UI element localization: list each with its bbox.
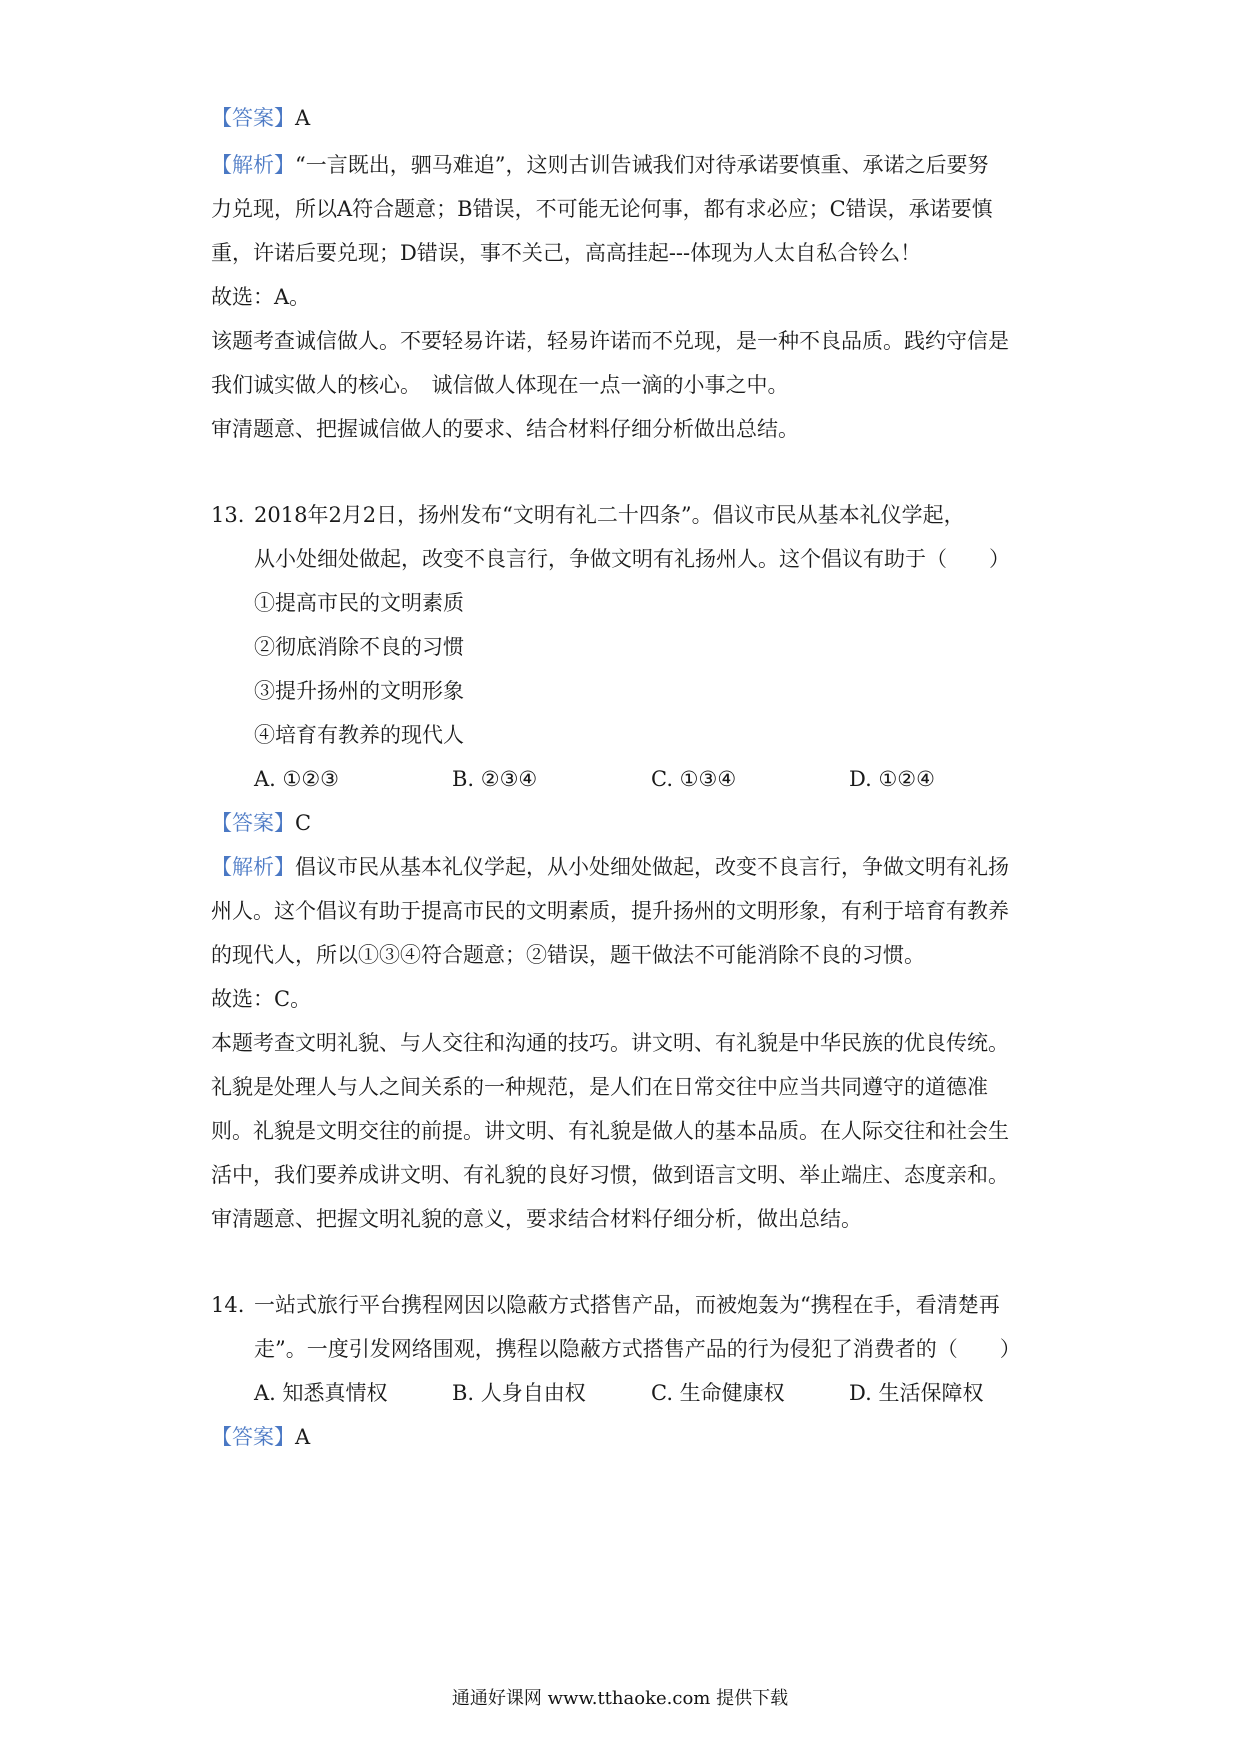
question-13-analysis-line-1 [211,852,1009,882]
question-13-option-c: C. ①③④ [651,767,737,791]
question-13-explain-line-1: 本题考查文明礼貌、与人交往和沟通的技巧。讲文明、有礼貌是中华民族的优良传统。 [211,1031,1009,1055]
question-13-item-4: ④培育有教养的现代人 [254,723,464,747]
question-13-item-2: ②彻底消除不良的习惯 [254,635,464,659]
question-14-number: 14. [211,1293,245,1317]
question-13-item-3: ③提升扬州的文明形象 [254,679,464,703]
answer-tag: 【答案】 [211,106,295,130]
question-14-option-b: B. 人身自由权 [452,1381,586,1405]
explain-line-3: 审清题意、把握诚信做人的要求、结合材料仔细分析做出总结。 [211,417,799,441]
question-14-option-c: C. 生命健康权 [651,1381,785,1405]
question-14-answer-line [211,1422,310,1452]
question-14-option-d: D. 生活保障权 [849,1381,984,1405]
answer-line [211,103,310,133]
analysis-tag: 【解析】 [211,153,295,177]
answer-value: A [295,106,311,130]
analysis-text: 倡议市民从基本礼仪学起，从小处细处做起，改变不良言行，争做文明有礼扬 [295,855,1009,879]
question-13-number: 13. [211,503,245,527]
question-13-stem-1: 2018年2月2日，扬州发布“文明有礼二十四条”。倡议市民从基本礼仪学起， [254,503,965,527]
answer-value: A [295,1425,311,1449]
question-14-option-a: A. 知悉真情权 [254,1381,388,1405]
question-13-explain-line-5: 审清题意、把握文明礼貌的意义，要求结合材料仔细分析，做出总结。 [211,1207,862,1231]
footer-watermark: 通通好课网 www.tthaoke.com 提供下载 [451,1688,789,1709]
question-13-choice-line: 故选：C。 [211,987,312,1011]
question-14-stem-1: 一站式旅行平台携程网因以隐蔽方式搭售产品，而被炮轰为“携程在手，看清楚再 [254,1293,1000,1317]
question-13-option-a: A. ①②③ [254,767,339,791]
question-13-analysis-line-3: 的现代人，所以①③④符合题意；②错误，题干做法不可能消除不良的习惯。 [211,943,925,967]
question-13-analysis-line-2: 州人。这个倡议有助于提高市民的文明素质，提升扬州的文明形象，有利于培育有教养 [211,899,1009,923]
analysis-text: “一言既出，驷马难追”，这则古训告诫我们对待承诺要慎重、承诺之后要努 [295,153,989,177]
answer-tag: 【答案】 [211,1425,295,1449]
question-13-explain-line-2: 礼貌是处理人与人之间关系的一种规范，是人们在日常交往中应当共同遵守的道德准 [211,1075,988,1099]
question-13-option-d: D. ①②④ [849,767,935,791]
analysis-tag: 【解析】 [211,855,295,879]
question-14-stem-2: 走”。一度引发网络围观，携程以隐蔽方式搭售产品的行为侵犯了消费者的（ ） [254,1337,1021,1361]
question-13-item-1: ①提高市民的文明素质 [254,591,464,615]
analysis-line-3: 重，许诺后要兑现；D错误，事不关己，高高挂起---体现为人太自私合铃么！ [211,241,922,265]
choice-line: 故选：A。 [211,285,311,309]
question-13-explain-line-3: 则。礼貌是文明交往的前提。讲文明、有礼貌是做人的基本品质。在人际交往和社会生 [211,1119,1009,1143]
answer-value: C [295,811,312,835]
analysis-line-2: 力兑现，所以A符合题意；B错误，不可能无论何事，都有求必应；C错误，承诺要慎 [211,197,993,221]
answer-tag: 【答案】 [211,811,295,835]
explain-line-2: 我们诚实做人的核心。 诚信做人体现在一点一滴的小事之中。 [211,373,789,397]
question-13-stem-2: 从小处细处做起，改变不良言行，争做文明有礼扬州人。这个倡议有助于（ ） [254,547,1010,571]
explain-line-1: 该题考查诚信做人。不要轻易许诺，轻易许诺而不兑现，是一种不良品质。践约守信是 [211,329,1009,353]
analysis-line-1 [211,150,988,180]
question-13-explain-line-4: 活中，我们要养成讲文明、有礼貌的良好习惯，做到语言文明、举止端庄、态度亲和。 [211,1163,1009,1187]
question-13-option-b: B. ②③④ [452,767,538,791]
question-13-answer-line [211,808,311,838]
